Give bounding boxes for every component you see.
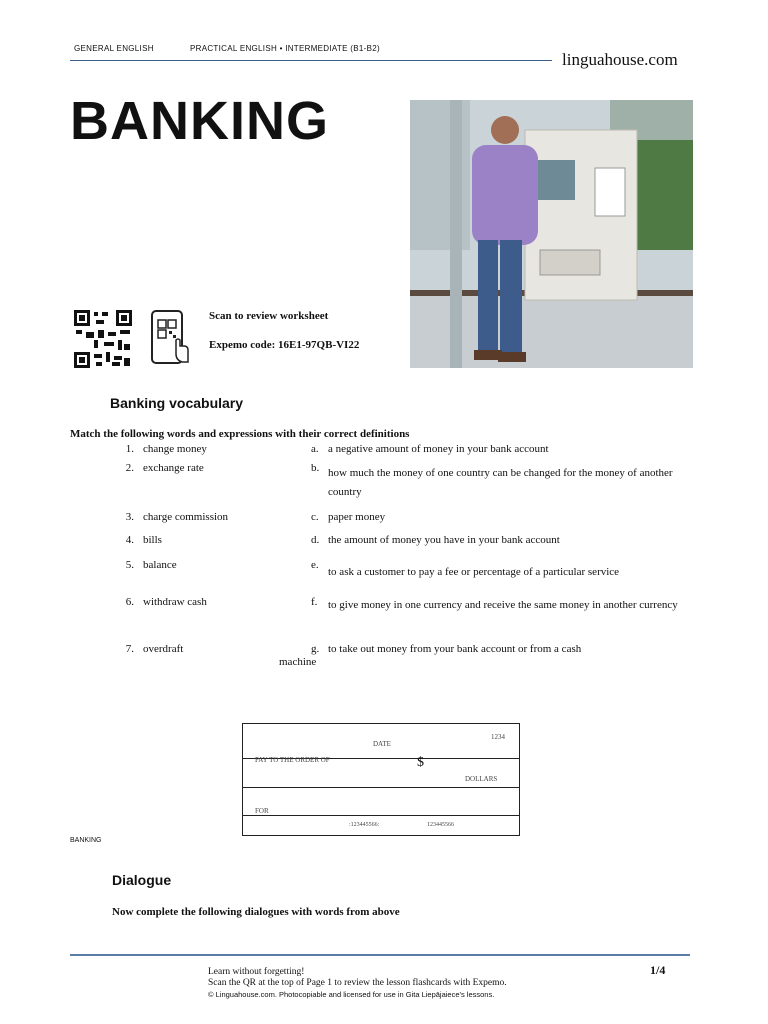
scan-instruction: Scan to review worksheet <box>209 310 329 322</box>
cheque-for-label: FOR <box>255 807 269 815</box>
definition-letter: a. <box>311 443 319 455</box>
definition-letter: b. <box>311 462 320 474</box>
section-heading-dialogue: Dialogue <box>112 872 172 888</box>
vocab-term: bills <box>143 534 162 546</box>
phone-scan-icon <box>150 310 190 368</box>
vocab-term: overdraft <box>143 643 184 655</box>
definition-text: to ask a customer to pay a fee or percentage of a particular service <box>328 566 620 578</box>
header-category: GENERAL ENGLISH <box>74 44 154 53</box>
definition-letter: e. <box>311 559 319 571</box>
vocab-term: balance <box>143 559 177 571</box>
footer-rule <box>70 954 690 956</box>
item-number: 3. <box>125 511 134 523</box>
footer-copyright: © Linguahouse.com. Photocopiable and licensed for use in Gita Liepājaiece's lessons. <box>208 990 495 999</box>
definition-letter: c. <box>311 511 319 523</box>
qr-code-icon[interactable] <box>74 310 132 368</box>
item-number: 5. <box>125 559 134 571</box>
definition-text: how much the money of one country can be changed for the money of another country <box>328 467 673 498</box>
footer-text <box>208 967 507 1000</box>
dollar-sign: $ <box>417 755 424 770</box>
page-number: 1/4 <box>650 963 666 977</box>
cheque-number: 1234 <box>491 733 505 741</box>
item-number: 7. <box>125 643 134 655</box>
cheque-pay-label: PAY TO THE ORDER OF <box>255 756 330 764</box>
item-number: 6. <box>125 596 134 608</box>
header-course: PRACTICAL ENGLISH • INTERMEDIATE (B1-B2) <box>190 44 380 53</box>
vocab-term: exchange rate <box>143 462 204 474</box>
definition-overflow: machine <box>279 656 317 668</box>
section-heading-vocabulary: Banking vocabulary <box>110 395 244 411</box>
atm-photo <box>410 100 693 368</box>
page-title: BANKING <box>70 91 329 151</box>
vocab-term: withdraw cash <box>143 596 207 608</box>
definition-text: to give money in one currency and receive the same money in another currency <box>328 599 678 611</box>
cheque-routing: :123445566: <box>349 822 380 828</box>
definition-letter: d. <box>311 534 320 546</box>
section-instruction: Match the following words and expressions with their correct definitions <box>70 428 410 440</box>
header-rule <box>70 60 552 61</box>
definition-text: the amount of money you have in your bank account <box>328 534 560 546</box>
definition-letter: f. <box>311 596 318 608</box>
site-link[interactable]: linguahouse.com <box>562 50 678 69</box>
vocab-term: change money <box>143 443 207 455</box>
cheque-image <box>242 723 520 836</box>
vocab-term: charge commission <box>143 511 229 523</box>
item-number: 4. <box>125 534 134 546</box>
expemo-code: Expemo code: 16E1-97QB-VI22 <box>209 339 360 351</box>
side-label: BANKING <box>70 837 102 844</box>
footer-line: Learn without forgetting! <box>208 967 305 977</box>
definition-text: to take out money from your bank account or from a cash <box>328 643 582 655</box>
cheque-account: 123445566 <box>427 822 454 828</box>
definition-letter: g. <box>311 643 320 655</box>
definition-text: paper money <box>328 511 386 523</box>
definition-text: a negative amount of money in your bank account <box>328 443 549 455</box>
section-instruction: Now complete the following dialogues with words from above <box>112 906 400 918</box>
item-number: 1. <box>125 443 134 455</box>
cheque-dollars-label: DOLLARS <box>465 775 498 783</box>
item-number: 2. <box>125 462 134 474</box>
cheque-date-label: DATE <box>373 740 391 748</box>
footer-line: Scan the QR at the top of Page 1 to review the lesson flashcards with Expemo. <box>208 978 507 988</box>
